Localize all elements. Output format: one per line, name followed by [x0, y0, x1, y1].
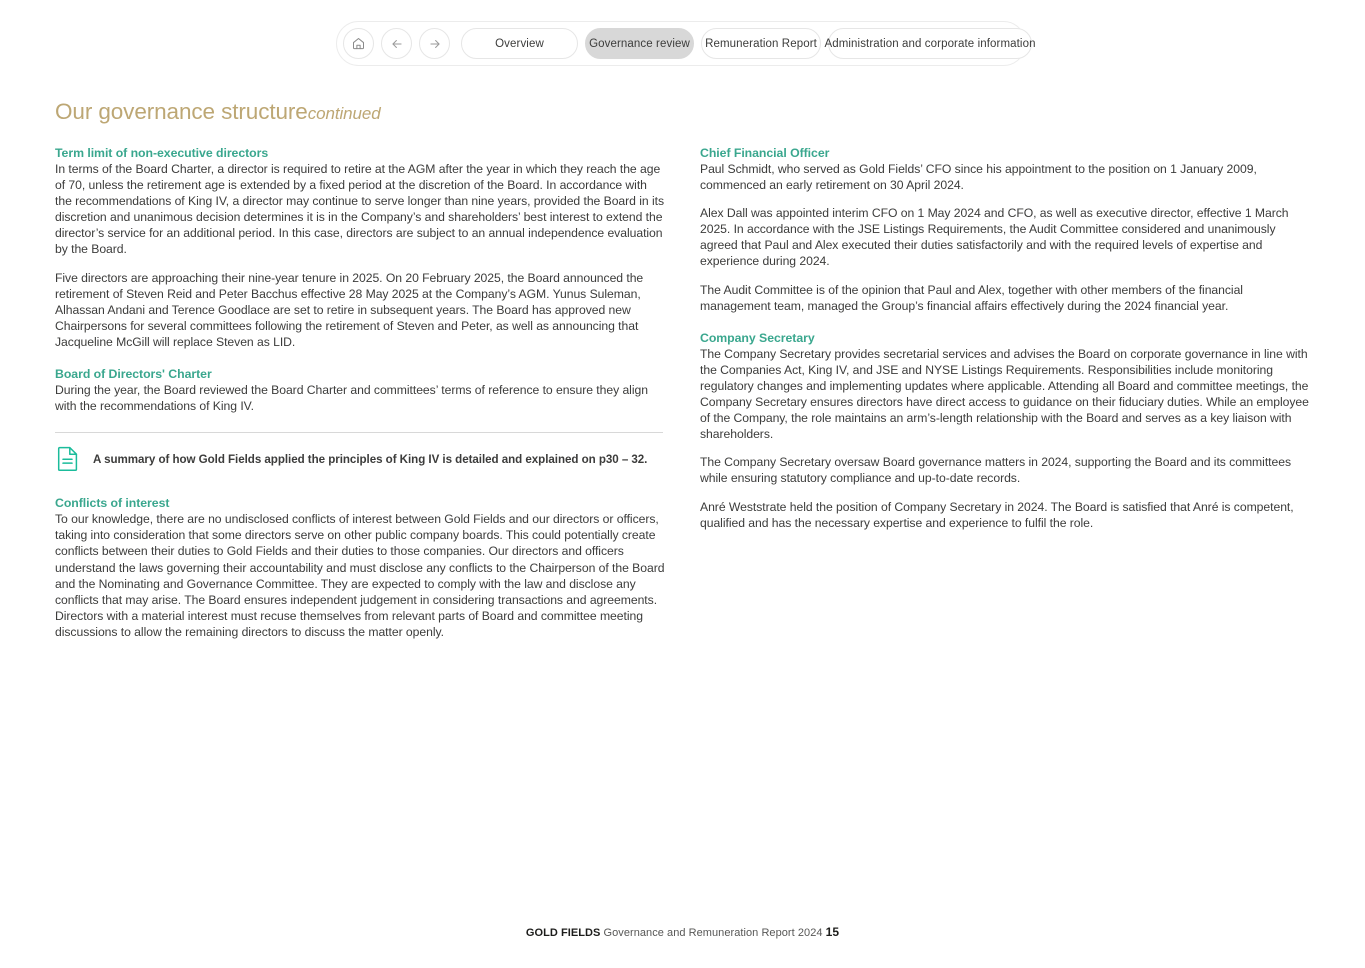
heading-conflicts-of-interest: Conflicts of interest — [55, 496, 170, 511]
document-navigation-bar — [336, 21, 1036, 66]
forward-button[interactable] — [419, 28, 450, 59]
heading-board-of-directors-charter: Board of Directors' Charter — [55, 367, 212, 382]
tab-remuneration-report[interactable]: Remuneration Report — [701, 28, 821, 59]
left-column — [55, 146, 665, 640]
paragraph-term-limit-2: Five directors are approaching their nine-year tenure in 2025. On 20 February 2025, the Board announced the retirement of Steven Reid and Peter Bacchus effective 28 May 2025 at the Company’s AGM. Yunus Suleman, Alhassan Andani and Terence Goodlace are set to retire in subsequent years. The Board has approved new Chairpersons for several committees following the retirement of Steven and Peter, as well as announcing that Jacqueline McGill will replace Steven as LID. — [55, 270, 644, 349]
paragraph-company-secretary-2: The Company Secretary oversaw Board governance matters in 2024, supporting the Board and its committees while ensuring statutory compliance and up-to-date records. — [700, 455, 1291, 486]
home-icon — [351, 36, 366, 51]
heading-term-limit-of-non-executive-directors: Term limit of non-executive directors — [55, 146, 269, 160]
paragraph-company-secretary-3: Anré Weststrate held the position of Company Secretary in 2024. The Board is satisfied that Anré is competent, qualified and has the necessary expertise and experience to fulfil the role. — [700, 499, 1294, 530]
paragraph-term-limit-1: In terms of the Board Charter, a director is required to retire at the AGM after the year in which they reach the age of 70, unless the retirement age is extended by a fixed period at the discretion of the Board. In accordance with the recommendations of King IV, a director may continue to serve longer than nine years, provided the Board in its discretion and unanimous decision determines it is in the Company’s and shareholders’ best interest to extend the director’s service for an additional period. In this case, directors are subject to an annual independence evaluation by the Board. — [55, 162, 664, 257]
back-button[interactable] — [381, 28, 412, 59]
footer-report-title: Governance and Remuneration Report 2024 — [603, 927, 823, 939]
king-iv-reference-text: A summary of how Gold Fields applied the principles of King IV is detailed and explained on p30 – 32. — [93, 452, 648, 466]
paragraph-conflicts-of-interest-1: To our knowledge, there are no undisclosed conflicts of interest between Gold Fields and our directors or officers, taking into consideration that some directors serve on other public company boards. This could potentially create conflicts between their duties to Gold Fields and their duties to those companies. Our directors and officers understand the laws governing their accountability and must disclose any conflicts to the Chairperson of the Board and the Nominating and Governance Committee. They are expected to comply with the law and disclose any conflicts that may arise. The Board ensures independent judgement in considering transactions and agreements. Directors with a material interest must recuse themselves from relevant parts of Board and committee meeting discussions to allow the remaining directors to discuss the matter openly. — [55, 512, 665, 639]
paragraph-board-charter-1: During the year, the Board reviewed the Board Charter and committees’ terms of reference to ensure they align with the recommendations of King IV. — [55, 383, 648, 414]
page-footer — [0, 925, 1365, 939]
section-divider — [55, 432, 663, 433]
heading-company-secretary: Company Secretary — [700, 330, 815, 345]
tab-governance-review[interactable]: Governance review — [585, 28, 694, 59]
arrow-left-icon — [390, 37, 404, 51]
arrow-right-icon — [428, 37, 442, 51]
tab-administration-and-corporate-information[interactable]: Administration and corporate information — [828, 28, 1032, 59]
heading-chief-financial-officer: Chief Financial Officer — [700, 146, 830, 160]
paragraph-company-secretary-1: The Company Secretary provides secretarial services and advises the Board on corporate governance in line with the Companies Act, King IV, and JSE and NYSE Listings Requirements. Responsibilities include monitoring regulatory changes and implementing updates where applicable. Attending all Board and committee meetings, the Company Secretary ensures directors have direct access to guidance on their fiduciary duties. While an employee of the Company, the role maintains an arm’s-length relationship with the Board and serves as a key liaison with shareholders. — [700, 346, 1309, 442]
paragraph-cfo-2: Alex Dall was appointed interim CFO on 1 May 2024 and CFO, as well as executive director, effective 1 March 2025. In accordance with the JSE Listings Requirements, the Audit Committee considered and unanimously agreed that Paul and Alex executed their duties satisfactorily and with the required levels of expertise and experience during 2024. — [700, 206, 1289, 269]
paragraph-cfo-3: The Audit Committee is of the opinion that Paul and Alex, together with other members of the financial management team, managed the Group’s financial affairs effectively during the 2024 financial year. — [700, 282, 1243, 313]
page-title-continued: continued — [307, 104, 381, 123]
page-title-main: Our governance structure — [55, 99, 308, 124]
home-button[interactable] — [343, 28, 374, 59]
king-iv-reference-callout[interactable] — [55, 446, 665, 472]
page-title — [55, 99, 381, 125]
footer-page-number: 15 — [825, 925, 840, 939]
paragraph-cfo-1: Paul Schmidt, who served as Gold Fields’ CFO since his appointment to the position on 1 January 2009, commenced an early retirement on 30 April 2024. — [700, 162, 1257, 193]
document-icon — [55, 446, 81, 472]
footer-brand: GOLD FIELDS — [525, 927, 601, 939]
tab-overview[interactable]: Overview — [461, 28, 578, 59]
right-column — [700, 146, 1312, 531]
